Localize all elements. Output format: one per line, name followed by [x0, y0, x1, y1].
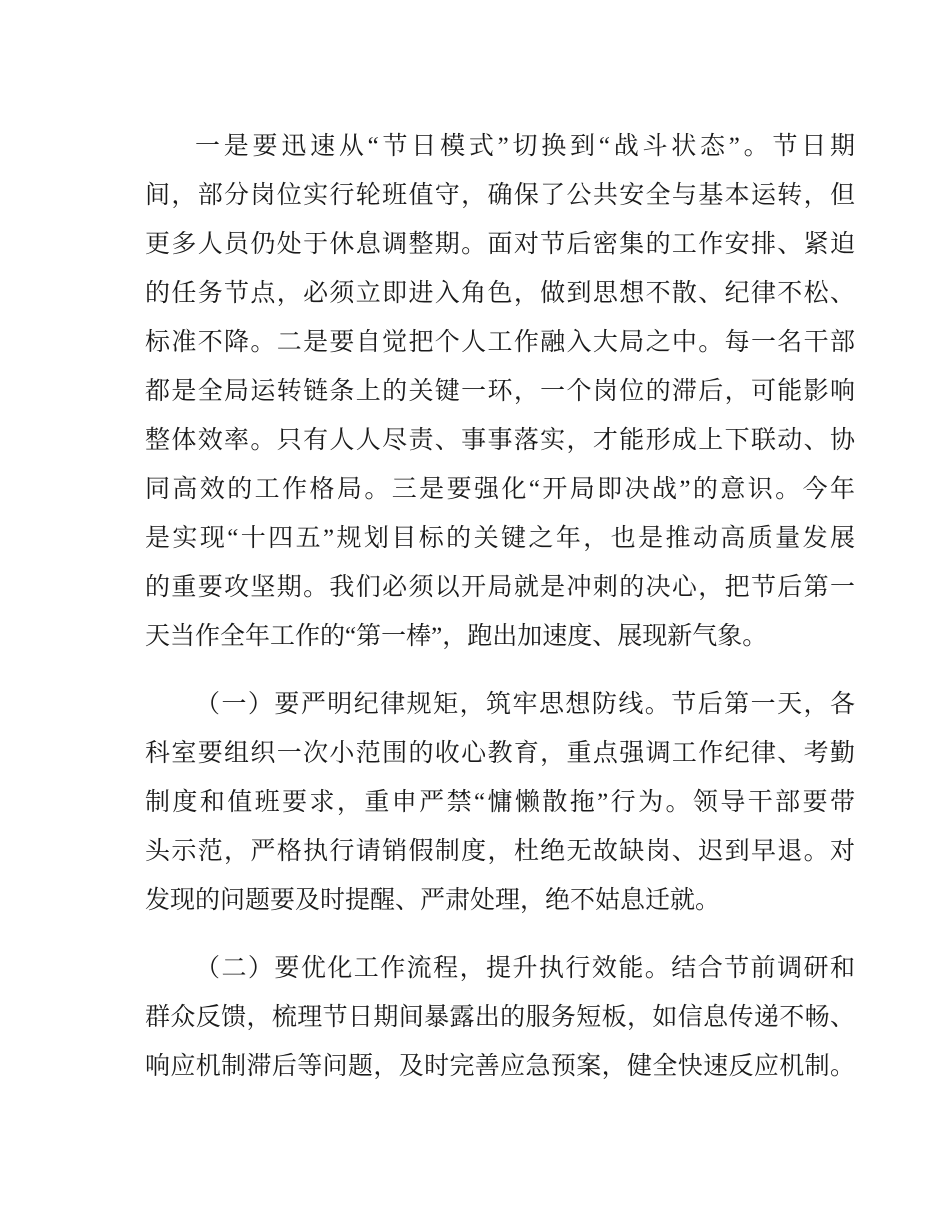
text-line: 的任务节点，必须立即进入角色，做到思想不散、纪律不松、	[145, 280, 855, 307]
text-line: 头示范，严格执行请销假制度，杜绝无故缺岗、迟到早退。对	[145, 838, 855, 865]
paragraph-2	[145, 680, 855, 925]
text-line: 是实现“十四五”规划目标的关键之年，也是推动高质量发展	[145, 525, 855, 552]
document-body	[145, 122, 855, 1091]
text-line: 天当作全年工作的“第一棒”，跑出加速度、展现新气象。	[145, 623, 768, 650]
text-line: 群众反馈，梳理节日期间暴露出的服务短板，如信息传递不畅、	[145, 1004, 855, 1031]
text-line: 发现的问题要及时提醒、严肃处理，绝不姑息迁就。	[145, 887, 721, 914]
text-line: 间，部分岗位实行轮班值守，确保了公共安全与基本运转，但	[145, 182, 855, 209]
text-line: 整体效率。只有人人尽责、事事落实，才能形成上下联动、协	[145, 427, 855, 454]
text-line: 更多人员仍处于休息调整期。面对节后密集的工作安排、紧迫	[145, 231, 855, 258]
paragraph-3	[145, 944, 855, 1091]
text-line: 都是全局运转链条上的关键一环，一个岗位的滞后，可能影响	[145, 378, 855, 405]
text-line: 响应机制滞后等问题，及时完善应急预案，健全快速反应机制。	[145, 1053, 855, 1080]
text-line: （一）要严明纪律规矩，筑牢思想防线。节后第一天，各	[195, 691, 855, 718]
text-line: 标准不降。二是要自觉把个人工作融入大局之中。每一名干部	[145, 329, 855, 356]
text-line: 制度和值班要求，重申严禁“慵懒散拖”行为。领导干部要带	[145, 789, 855, 816]
text-line: （二）要优化工作流程，提升执行效能。结合节前调研和	[195, 955, 855, 982]
text-line: 同高效的工作格局。三是要强化“开局即决战”的意识。今年	[145, 476, 855, 503]
text-line: 科室要组织一次小范围的收心教育，重点强调工作纪律、考勤	[145, 740, 855, 767]
paragraph-1	[145, 122, 855, 661]
text-line: 的重要攻坚期。我们必须以开局就是冲刺的决心，把节后第一	[145, 574, 855, 601]
text-line: 一是要迅速从“节日模式”切换到“战斗状态”。节日期	[195, 133, 855, 160]
